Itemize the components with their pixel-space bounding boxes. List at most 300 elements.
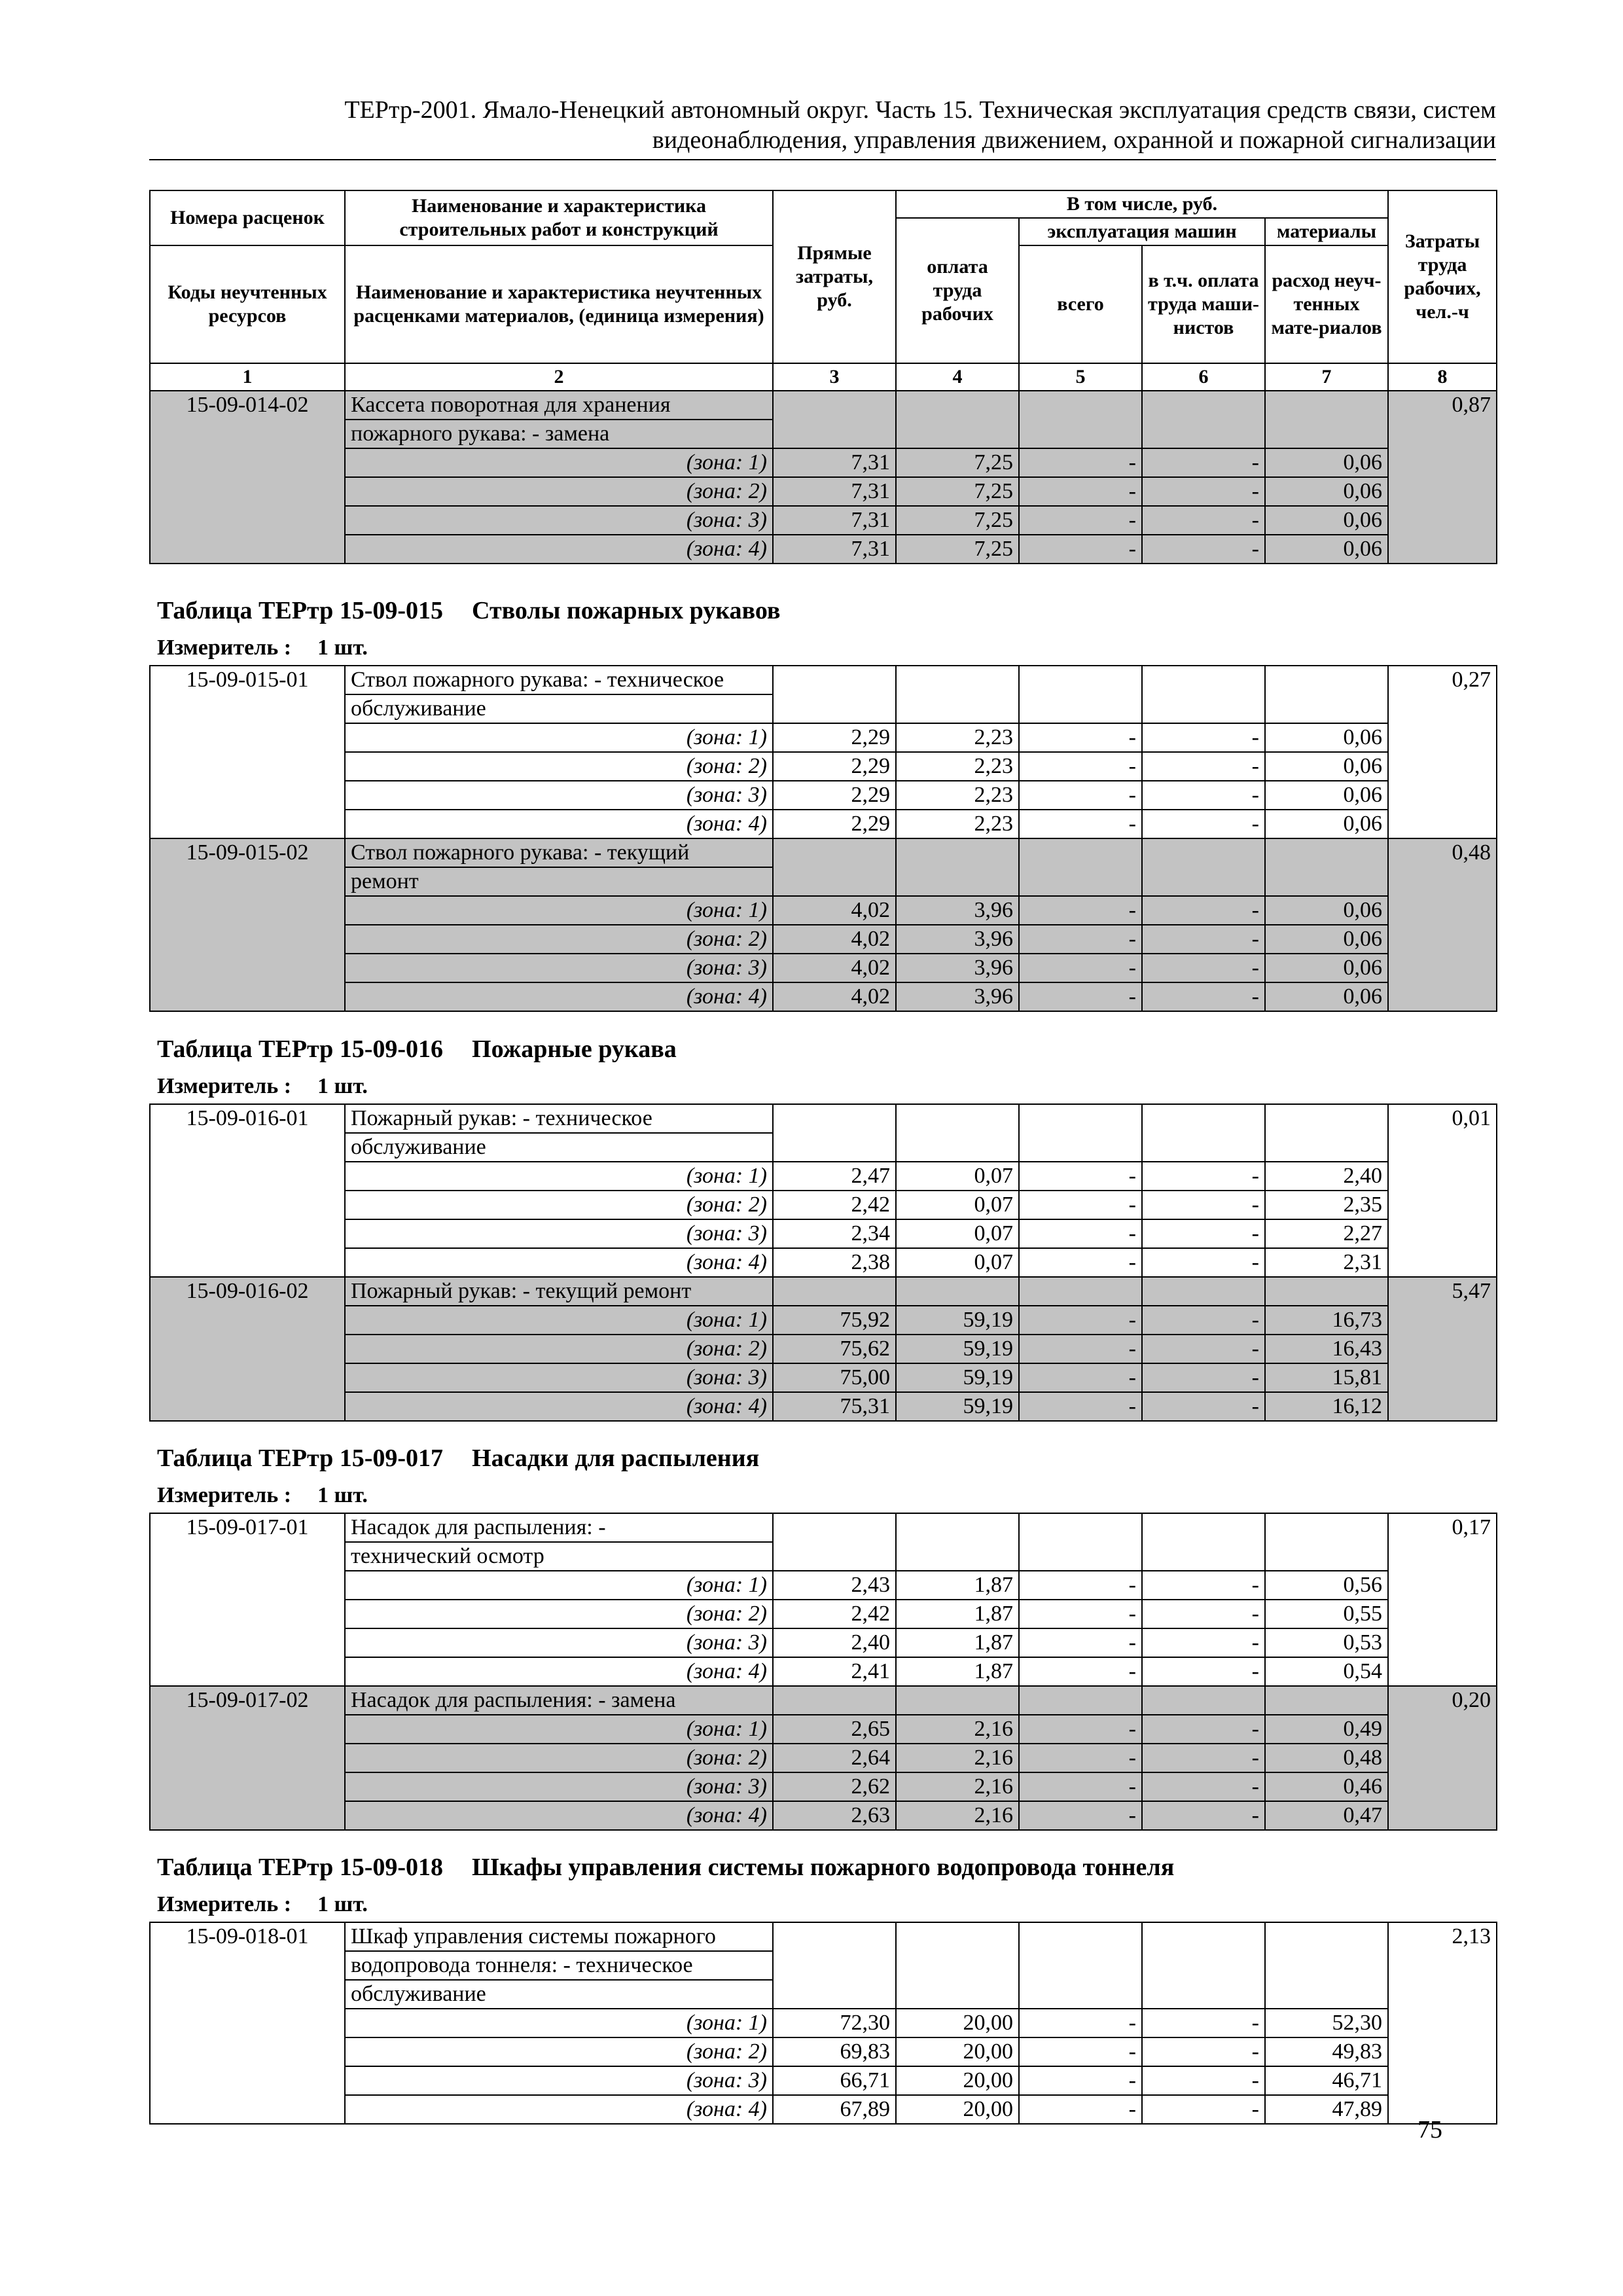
work-name-line: обслуживание	[345, 1980, 773, 2009]
direct-cost: 66,71	[773, 2066, 896, 2095]
labor-hours: 0,27	[1388, 666, 1497, 838]
zone-label: (зона: 1)	[345, 448, 773, 477]
col-num-1: 1	[150, 363, 345, 391]
empty-cell	[1019, 838, 1142, 896]
direct-cost: 2,29	[773, 723, 896, 752]
header-line-1: ТЕРтр-2001. Ямало-Ненецкий автономный округ. Часть 15. Техническая эксплуатация средств связи, систем	[344, 96, 1496, 124]
worker-pay: 0,07	[896, 1191, 1019, 1219]
rate-code: 15-09-018-01	[150, 1922, 345, 2124]
materials-cost: 0,06	[1265, 810, 1388, 838]
empty-cell	[1142, 391, 1265, 448]
work-name-line: технический осмотр	[345, 1542, 773, 1571]
rates-table-015-09-018	[149, 1922, 1497, 2125]
worker-pay: 1,87	[896, 1657, 1019, 1686]
table-row	[150, 1191, 1497, 1219]
worker-pay: 7,25	[896, 448, 1019, 477]
col-materials-use: расход неуч-тенных мате-риалов	[1265, 245, 1388, 363]
table-body	[150, 1513, 1497, 1830]
worker-pay: 2,16	[896, 1715, 1019, 1744]
work-name-line: Пожарный рукав: - техническое	[345, 1104, 773, 1133]
meter-label: Измеритель :	[157, 636, 292, 660]
worker-pay: 59,19	[896, 1335, 1019, 1363]
materials-cost: 2,35	[1265, 1191, 1388, 1219]
table-row	[150, 1571, 1497, 1600]
machinist-pay: -	[1142, 1219, 1265, 1248]
table-row	[150, 391, 1497, 420]
work-name-line: Пожарный рукав: - текущий ремонт	[345, 1277, 773, 1306]
machinist-pay: -	[1142, 2009, 1265, 2037]
empty-cell	[1265, 666, 1388, 723]
empty-cell	[773, 1922, 896, 2009]
machines-total: -	[1019, 1219, 1142, 1248]
direct-cost: 4,02	[773, 925, 896, 954]
machinist-pay: -	[1142, 723, 1265, 752]
zone-label: (зона: 1)	[345, 1162, 773, 1191]
zone-label: (зона: 4)	[345, 1392, 773, 1421]
table-row	[150, 448, 1497, 477]
section-name: Насадки для распыления	[472, 1444, 760, 1472]
table-row	[150, 2009, 1497, 2037]
col-resource-codes: Коды неучтенных ресурсов	[150, 245, 345, 363]
table-row	[150, 954, 1497, 982]
materials-cost: 49,83	[1265, 2037, 1388, 2066]
table-row	[150, 810, 1497, 838]
work-name-line: пожарного рукава: - замена	[345, 420, 773, 448]
labor-hours: 0,20	[1388, 1686, 1497, 1830]
direct-cost: 4,02	[773, 982, 896, 1011]
section-code: Таблица ТЕРтр 15-09-018	[157, 1854, 444, 1881]
col-num-4: 4	[896, 363, 1019, 391]
table-row	[150, 1513, 1497, 1542]
worker-pay: 0,07	[896, 1248, 1019, 1277]
rate-code: 15-09-015-01	[150, 666, 345, 838]
empty-cell	[1142, 1686, 1265, 1715]
table-row	[150, 1772, 1497, 1801]
table-row	[150, 2066, 1497, 2095]
empty-cell	[1142, 1104, 1265, 1162]
meter-018	[157, 1892, 368, 1918]
direct-cost: 7,31	[773, 448, 896, 477]
materials-cost: 15,81	[1265, 1363, 1388, 1392]
machinist-pay: -	[1142, 1628, 1265, 1657]
table-row	[150, 1162, 1497, 1191]
zone-label: (зона: 3)	[345, 781, 773, 810]
zone-label: (зона: 3)	[345, 954, 773, 982]
work-name-line: Насадок для распыления: - замена	[345, 1686, 773, 1715]
meter-label: Измеритель :	[157, 1074, 292, 1098]
meter-015	[157, 635, 368, 661]
materials-cost: 0,46	[1265, 1772, 1388, 1801]
machines-total: -	[1019, 1191, 1142, 1219]
worker-pay: 20,00	[896, 2066, 1019, 2095]
zone-label: (зона: 3)	[345, 2066, 773, 2095]
machinist-pay: -	[1142, 506, 1265, 535]
empty-cell	[773, 391, 896, 448]
work-name-line: водопровода тоннеля: - техническое	[345, 1951, 773, 1980]
machines-total: -	[1019, 2095, 1142, 2124]
machinist-pay: -	[1142, 1248, 1265, 1277]
table-row	[150, 477, 1497, 506]
header-line-2: видеонаблюдения, управления движением, охранной и пожарной сигнализации	[652, 126, 1496, 154]
zone-label: (зона: 1)	[345, 2009, 773, 2037]
worker-pay: 2,23	[896, 810, 1019, 838]
rate-code: 15-09-017-01	[150, 1513, 345, 1686]
machinist-pay: -	[1142, 477, 1265, 506]
table-row	[150, 1363, 1497, 1392]
machines-total: -	[1019, 1772, 1142, 1801]
table-row	[150, 838, 1497, 867]
machines-total: -	[1019, 535, 1142, 564]
direct-cost: 2,29	[773, 752, 896, 781]
empty-cell	[773, 1104, 896, 1162]
materials-cost: 0,53	[1265, 1628, 1388, 1657]
machines-total: -	[1019, 1363, 1142, 1392]
worker-pay: 20,00	[896, 2009, 1019, 2037]
machinist-pay: -	[1142, 1191, 1265, 1219]
direct-cost: 72,30	[773, 2009, 896, 2037]
materials-cost: 0,54	[1265, 1657, 1388, 1686]
empty-cell	[1265, 838, 1388, 896]
labor-hours: 0,48	[1388, 838, 1497, 1011]
zone-label: (зона: 4)	[345, 2095, 773, 2124]
page-header	[149, 95, 1496, 160]
col-machines-total: всего	[1019, 245, 1142, 363]
table-row	[150, 896, 1497, 925]
empty-cell	[1019, 1922, 1142, 2009]
machines-total: -	[1019, 1392, 1142, 1421]
machinist-pay: -	[1142, 982, 1265, 1011]
meter-value: 1 шт.	[317, 1483, 368, 1507]
materials-cost: 16,73	[1265, 1306, 1388, 1335]
meter-017	[157, 1482, 368, 1509]
materials-cost: 0,47	[1265, 1801, 1388, 1830]
section-code: Таблица ТЕРтр 15-09-015	[157, 597, 444, 624]
worker-pay: 59,19	[896, 1306, 1019, 1335]
direct-cost: 7,31	[773, 535, 896, 564]
machines-total: -	[1019, 1600, 1142, 1628]
section-title-016	[157, 1034, 677, 1064]
machines-total: -	[1019, 810, 1142, 838]
machinist-pay: -	[1142, 1571, 1265, 1600]
col-materials: материалы	[1265, 218, 1388, 245]
empty-cell	[773, 838, 896, 896]
work-name-line: Ствол пожарного рукава: - текущий	[345, 838, 773, 867]
empty-cell	[1019, 391, 1142, 448]
machines-total: -	[1019, 1248, 1142, 1277]
direct-cost: 2,63	[773, 1801, 896, 1830]
labor-hours: 5,47	[1388, 1277, 1497, 1421]
zone-label: (зона: 3)	[345, 1628, 773, 1657]
zone-label: (зона: 4)	[345, 1248, 773, 1277]
direct-cost: 2,34	[773, 1219, 896, 1248]
materials-cost: 0,56	[1265, 1571, 1388, 1600]
table-row	[150, 1686, 1497, 1715]
materials-cost: 2,27	[1265, 1219, 1388, 1248]
table-row	[150, 1922, 1497, 1951]
col-num-8: 8	[1388, 363, 1497, 391]
worker-pay: 2,23	[896, 781, 1019, 810]
machinist-pay: -	[1142, 2066, 1265, 2095]
machines-total: -	[1019, 1571, 1142, 1600]
rate-code: 15-09-015-02	[150, 838, 345, 1011]
materials-cost: 2,40	[1265, 1162, 1388, 1191]
labor-hours: 0,87	[1388, 391, 1497, 564]
worker-pay: 1,87	[896, 1628, 1019, 1657]
direct-cost: 2,41	[773, 1657, 896, 1686]
work-name-line: Кассета поворотная для хранения	[345, 391, 773, 420]
rate-code: 15-09-017-02	[150, 1686, 345, 1830]
section-name: Шкафы управления системы пожарного водопровода тоннеля	[472, 1854, 1175, 1881]
zone-label: (зона: 1)	[345, 723, 773, 752]
zone-label: (зона: 4)	[345, 982, 773, 1011]
table-row	[150, 535, 1497, 564]
empty-cell	[1142, 1277, 1265, 1306]
table-body	[150, 1104, 1497, 1421]
zone-label: (зона: 4)	[345, 810, 773, 838]
direct-cost: 4,02	[773, 954, 896, 982]
zone-label: (зона: 2)	[345, 1335, 773, 1363]
table-body	[150, 391, 1497, 564]
machinist-pay: -	[1142, 1392, 1265, 1421]
meter-value: 1 шт.	[317, 1892, 368, 1916]
worker-pay: 59,19	[896, 1363, 1019, 1392]
machines-total: -	[1019, 1744, 1142, 1772]
direct-cost: 2,29	[773, 810, 896, 838]
worker-pay: 3,96	[896, 954, 1019, 982]
rates-table-015-09-016	[149, 1103, 1497, 1422]
section-title-018	[157, 1852, 1174, 1882]
col-including: В том числе, руб.	[896, 190, 1388, 218]
machinist-pay: -	[1142, 896, 1265, 925]
worker-pay: 1,87	[896, 1571, 1019, 1600]
empty-cell	[1142, 838, 1265, 896]
empty-cell	[1142, 666, 1265, 723]
direct-cost: 75,92	[773, 1306, 896, 1335]
table-body	[150, 1922, 1497, 2124]
machines-total: -	[1019, 477, 1142, 506]
work-name-line: Насадок для распыления: -	[345, 1513, 773, 1542]
worker-pay: 0,07	[896, 1162, 1019, 1191]
machines-total: -	[1019, 448, 1142, 477]
empty-cell	[1265, 1104, 1388, 1162]
materials-cost: 0,49	[1265, 1715, 1388, 1744]
materials-cost: 0,06	[1265, 954, 1388, 982]
machines-total: -	[1019, 2066, 1142, 2095]
machines-total: -	[1019, 723, 1142, 752]
col-rate-numbers: Номера расценок	[150, 190, 345, 245]
zone-label: (зона: 1)	[345, 896, 773, 925]
empty-cell	[773, 666, 896, 723]
empty-cell	[1019, 666, 1142, 723]
materials-cost: 0,06	[1265, 448, 1388, 477]
table-row	[150, 1801, 1497, 1830]
machines-total: -	[1019, 781, 1142, 810]
direct-cost: 2,40	[773, 1628, 896, 1657]
table-row	[150, 1600, 1497, 1628]
worker-pay: 20,00	[896, 2037, 1019, 2066]
page-number: 75	[1418, 2116, 1442, 2144]
table-row	[150, 982, 1497, 1011]
machinist-pay: -	[1142, 1744, 1265, 1772]
direct-cost: 2,64	[773, 1744, 896, 1772]
rates-table-015-09-015	[149, 665, 1497, 1012]
section-title-017	[157, 1443, 759, 1473]
machinist-pay: -	[1142, 1335, 1265, 1363]
empty-cell	[896, 1277, 1019, 1306]
table-column-header	[150, 190, 1497, 391]
empty-cell	[1019, 1104, 1142, 1162]
machinist-pay: -	[1142, 1363, 1265, 1392]
machinist-pay: -	[1142, 535, 1265, 564]
direct-cost: 2,38	[773, 1248, 896, 1277]
labor-hours: 0,17	[1388, 1513, 1497, 1686]
table-row	[150, 1277, 1497, 1306]
work-name-line: Ствол пожарного рукава: - техническое	[345, 666, 773, 694]
materials-cost: 47,89	[1265, 2095, 1388, 2124]
empty-cell	[1142, 1922, 1265, 2009]
materials-cost: 0,06	[1265, 781, 1388, 810]
meter-label: Измеритель :	[157, 1892, 292, 1916]
direct-cost: 2,47	[773, 1162, 896, 1191]
empty-cell	[773, 1686, 896, 1715]
zone-label: (зона: 2)	[345, 1600, 773, 1628]
labor-hours: 2,13	[1388, 1922, 1497, 2124]
empty-cell	[1019, 1277, 1142, 1306]
table-row	[150, 1104, 1497, 1133]
col-machinist-pay: в т.ч. оплата труда маши-нистов	[1142, 245, 1265, 363]
zone-label: (зона: 2)	[345, 752, 773, 781]
zone-label: (зона: 1)	[345, 1306, 773, 1335]
materials-cost: 2,31	[1265, 1248, 1388, 1277]
machines-total: -	[1019, 2009, 1142, 2037]
direct-cost: 2,62	[773, 1772, 896, 1801]
machines-total: -	[1019, 1628, 1142, 1657]
col-num-6: 6	[1142, 363, 1265, 391]
zone-label: (зона: 2)	[345, 925, 773, 954]
zone-label: (зона: 4)	[345, 1657, 773, 1686]
zone-label: (зона: 3)	[345, 1772, 773, 1801]
col-labor-hours: Затраты труда рабочих, чел.-ч	[1388, 190, 1497, 363]
materials-cost: 0,06	[1265, 477, 1388, 506]
zone-label: (зона: 1)	[345, 1571, 773, 1600]
zone-label: (зона: 1)	[345, 1715, 773, 1744]
machines-total: -	[1019, 1657, 1142, 1686]
section-code: Таблица ТЕРтр 15-09-017	[157, 1444, 444, 1472]
zone-label: (зона: 2)	[345, 1744, 773, 1772]
materials-cost: 16,43	[1265, 1335, 1388, 1363]
col-num-7: 7	[1265, 363, 1388, 391]
materials-cost: 0,06	[1265, 896, 1388, 925]
zone-label: (зона: 3)	[345, 1363, 773, 1392]
empty-cell	[1142, 1513, 1265, 1571]
machines-total: -	[1019, 1162, 1142, 1191]
col-direct-costs: Прямые затраты, руб.	[773, 190, 896, 363]
machines-total: -	[1019, 2037, 1142, 2066]
table-row	[150, 781, 1497, 810]
materials-cost: 16,12	[1265, 1392, 1388, 1421]
table-body	[150, 666, 1497, 1011]
meter-value: 1 шт.	[317, 1074, 368, 1098]
rates-table-015-09-014	[149, 190, 1497, 564]
zone-label: (зона: 2)	[345, 1191, 773, 1219]
machines-total: -	[1019, 752, 1142, 781]
machines-total: -	[1019, 506, 1142, 535]
machinist-pay: -	[1142, 1600, 1265, 1628]
empty-cell	[896, 1513, 1019, 1571]
empty-cell	[773, 1277, 896, 1306]
rate-code: 15-09-016-02	[150, 1277, 345, 1421]
materials-cost: 0,06	[1265, 506, 1388, 535]
worker-pay: 2,23	[896, 752, 1019, 781]
machines-total: -	[1019, 982, 1142, 1011]
machinist-pay: -	[1142, 954, 1265, 982]
table-row	[150, 506, 1497, 535]
machinist-pay: -	[1142, 1801, 1265, 1830]
direct-cost: 2,65	[773, 1715, 896, 1744]
table-row	[150, 752, 1497, 781]
worker-pay: 2,16	[896, 1772, 1019, 1801]
machines-total: -	[1019, 1715, 1142, 1744]
table-row	[150, 1715, 1497, 1744]
worker-pay: 7,25	[896, 535, 1019, 564]
work-name-line: ремонт	[345, 867, 773, 896]
machinist-pay: -	[1142, 1772, 1265, 1801]
worker-pay: 20,00	[896, 2095, 1019, 2124]
empty-cell	[896, 1686, 1019, 1715]
direct-cost: 4,02	[773, 896, 896, 925]
direct-cost: 75,62	[773, 1335, 896, 1363]
machinist-pay: -	[1142, 1715, 1265, 1744]
rate-code: 15-09-014-02	[150, 391, 345, 564]
zone-label: (зона: 3)	[345, 506, 773, 535]
materials-cost: 0,55	[1265, 1600, 1388, 1628]
machines-total: -	[1019, 1335, 1142, 1363]
table-row	[150, 2037, 1497, 2066]
worker-pay: 1,87	[896, 1600, 1019, 1628]
machines-total: -	[1019, 954, 1142, 982]
machines-total: -	[1019, 1306, 1142, 1335]
machinist-pay: -	[1142, 781, 1265, 810]
materials-cost: 52,30	[1265, 2009, 1388, 2037]
rates-table-015-09-017	[149, 1513, 1497, 1831]
col-num-5: 5	[1019, 363, 1142, 391]
materials-cost: 46,71	[1265, 2066, 1388, 2095]
empty-cell	[896, 391, 1019, 448]
table-row	[150, 1657, 1497, 1686]
table-row	[150, 925, 1497, 954]
worker-pay: 3,96	[896, 925, 1019, 954]
empty-cell	[896, 666, 1019, 723]
empty-cell	[773, 1513, 896, 1571]
worker-pay: 3,96	[896, 896, 1019, 925]
worker-pay: 3,96	[896, 982, 1019, 1011]
meter-value: 1 шт.	[317, 636, 368, 660]
empty-cell	[1265, 1686, 1388, 1715]
work-name-line: обслуживание	[345, 694, 773, 723]
table-row	[150, 1219, 1497, 1248]
zone-label: (зона: 4)	[345, 535, 773, 564]
empty-cell	[1019, 1513, 1142, 1571]
machinist-pay: -	[1142, 925, 1265, 954]
worker-pay: 7,25	[896, 506, 1019, 535]
labor-hours: 0,01	[1388, 1104, 1497, 1277]
direct-cost: 2,43	[773, 1571, 896, 1600]
direct-cost: 7,31	[773, 506, 896, 535]
materials-cost: 0,06	[1265, 752, 1388, 781]
table-row	[150, 1335, 1497, 1363]
worker-pay: 7,25	[896, 477, 1019, 506]
zone-label: (зона: 3)	[345, 1219, 773, 1248]
